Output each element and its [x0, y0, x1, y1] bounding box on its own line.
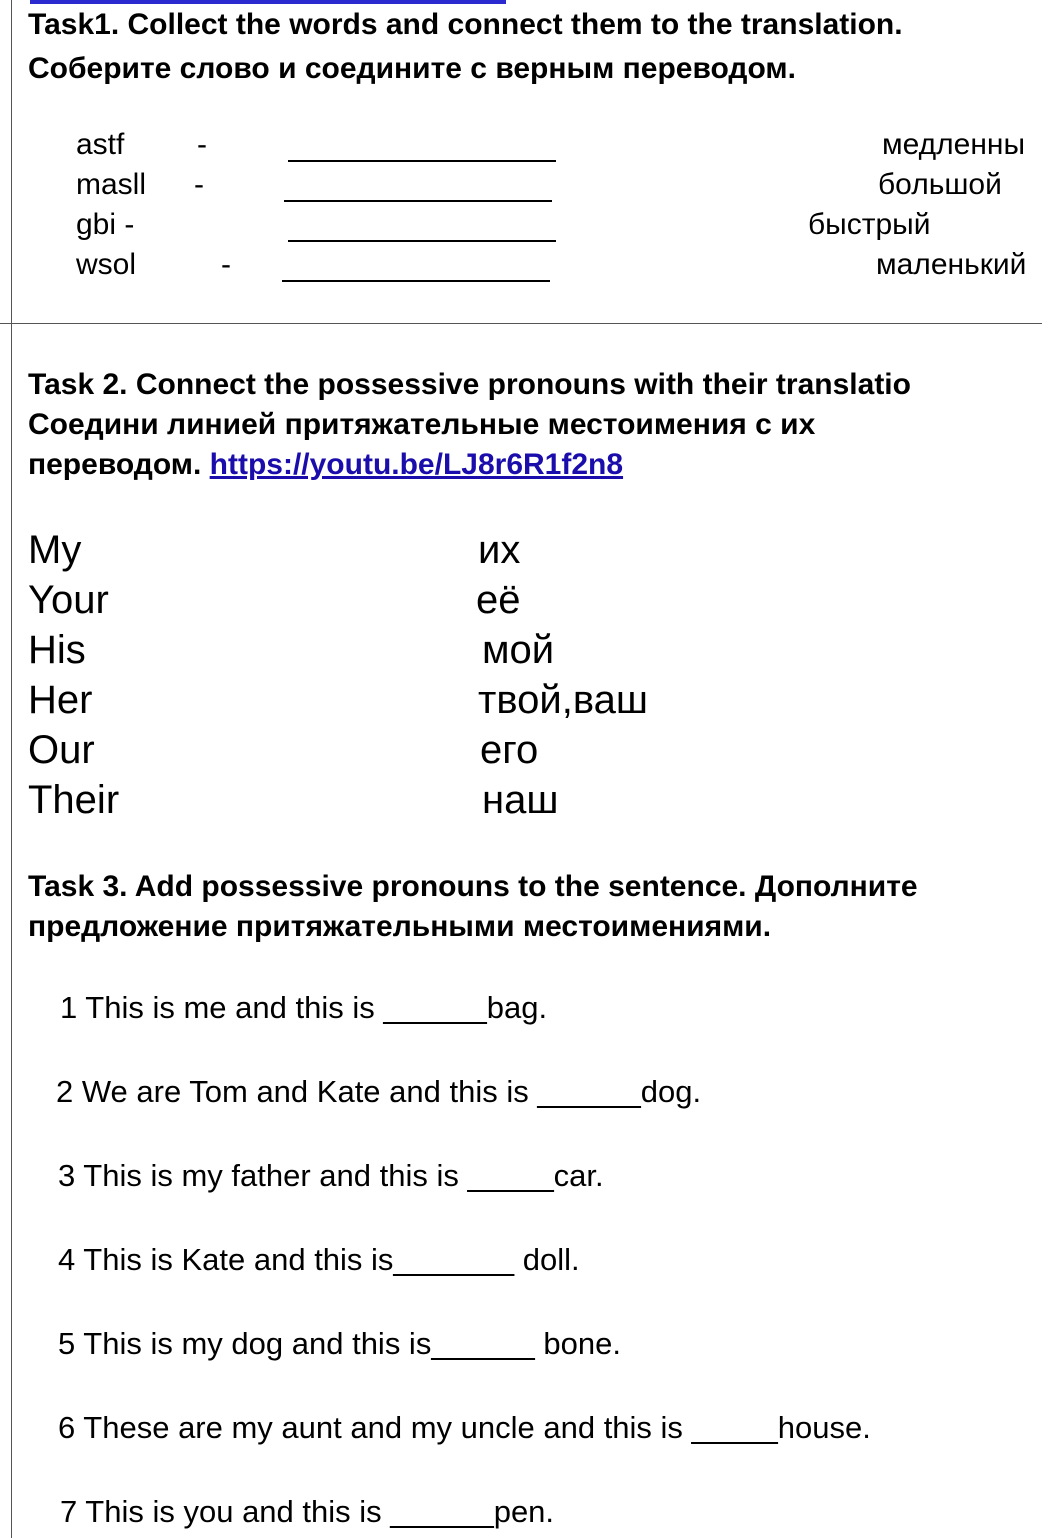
pronoun-translation: его	[480, 728, 539, 772]
pronoun: His	[28, 628, 86, 672]
task1-translation: медленны	[882, 128, 1026, 161]
pronoun: Our	[28, 728, 95, 772]
sentence: 7 This is you and this is ______pen.	[60, 1494, 555, 1529]
task3-title: Task 3. Add possessive pronouns to the sentence. Дополните	[28, 870, 918, 903]
pronoun-translation: её	[476, 578, 521, 622]
pronoun: Her	[28, 678, 93, 722]
task1-title-ru: Соберите слово и соедините с верным переводом.	[28, 52, 796, 85]
table-row-divider	[0, 323, 1042, 324]
sentence: 2 We are Tom and Kate and this is ______dog.	[56, 1074, 702, 1109]
table-border-left-lower	[11, 324, 12, 1538]
sentence: 1 This is me and this is ______bag.	[60, 990, 548, 1025]
pronoun: My	[28, 528, 82, 572]
table-border-left	[11, 0, 12, 323]
task1-dash: -	[194, 168, 204, 201]
task1-answer-blank[interactable]	[288, 240, 556, 242]
sentence: 6 These are my aunt and my uncle and this is _____house.	[58, 1410, 871, 1445]
pronoun: Their	[28, 778, 120, 822]
task1-word: astf	[76, 128, 125, 161]
sentence: 5 This is my dog and this is______ bone.	[58, 1326, 621, 1361]
task1-word: gbi -	[76, 208, 135, 241]
pronoun-translation: наш	[482, 778, 559, 822]
pronoun: Your	[28, 578, 109, 622]
task1-answer-blank[interactable]	[288, 160, 556, 162]
pronoun-translation: их	[478, 528, 521, 572]
task1-translation: большой	[878, 168, 1002, 201]
task2-title-ru-line2	[28, 448, 623, 482]
sentence: 3 This is my father and this is _____car.	[58, 1158, 604, 1193]
pronoun-translation: твой,ваш	[478, 678, 648, 722]
sentence: 4 This is Kate and this is_______ doll.	[58, 1242, 580, 1277]
task1-translation: быстрый	[808, 208, 931, 241]
task1-title-en: Task1. Collect the words and connect them to the translation.	[28, 8, 903, 41]
task1-answer-blank[interactable]	[284, 200, 552, 202]
pronoun-translation: мой	[482, 628, 555, 672]
task3-title-line2: предложение притяжательными местоимениями.	[28, 910, 772, 943]
task1-dash: -	[221, 248, 231, 281]
top-link-fragment[interactable]	[30, 0, 506, 4]
task1-word: masll	[76, 168, 147, 201]
task1-translation: маленький	[876, 248, 1027, 281]
youtube-link[interactable]: https://youtu.be/LJ8r6R1f2n8	[209, 448, 624, 481]
task1-word: wsol	[76, 248, 137, 281]
task2-title-ru: Соедини линией притяжательные местоимения с их	[28, 408, 816, 441]
task2-title-en: Task 2. Connect the possessive pronouns with their translatio	[28, 368, 911, 401]
task2-title-ru-end: переводом.	[28, 448, 202, 481]
task1-answer-blank[interactable]	[282, 280, 550, 282]
task1-dash: -	[197, 128, 207, 161]
